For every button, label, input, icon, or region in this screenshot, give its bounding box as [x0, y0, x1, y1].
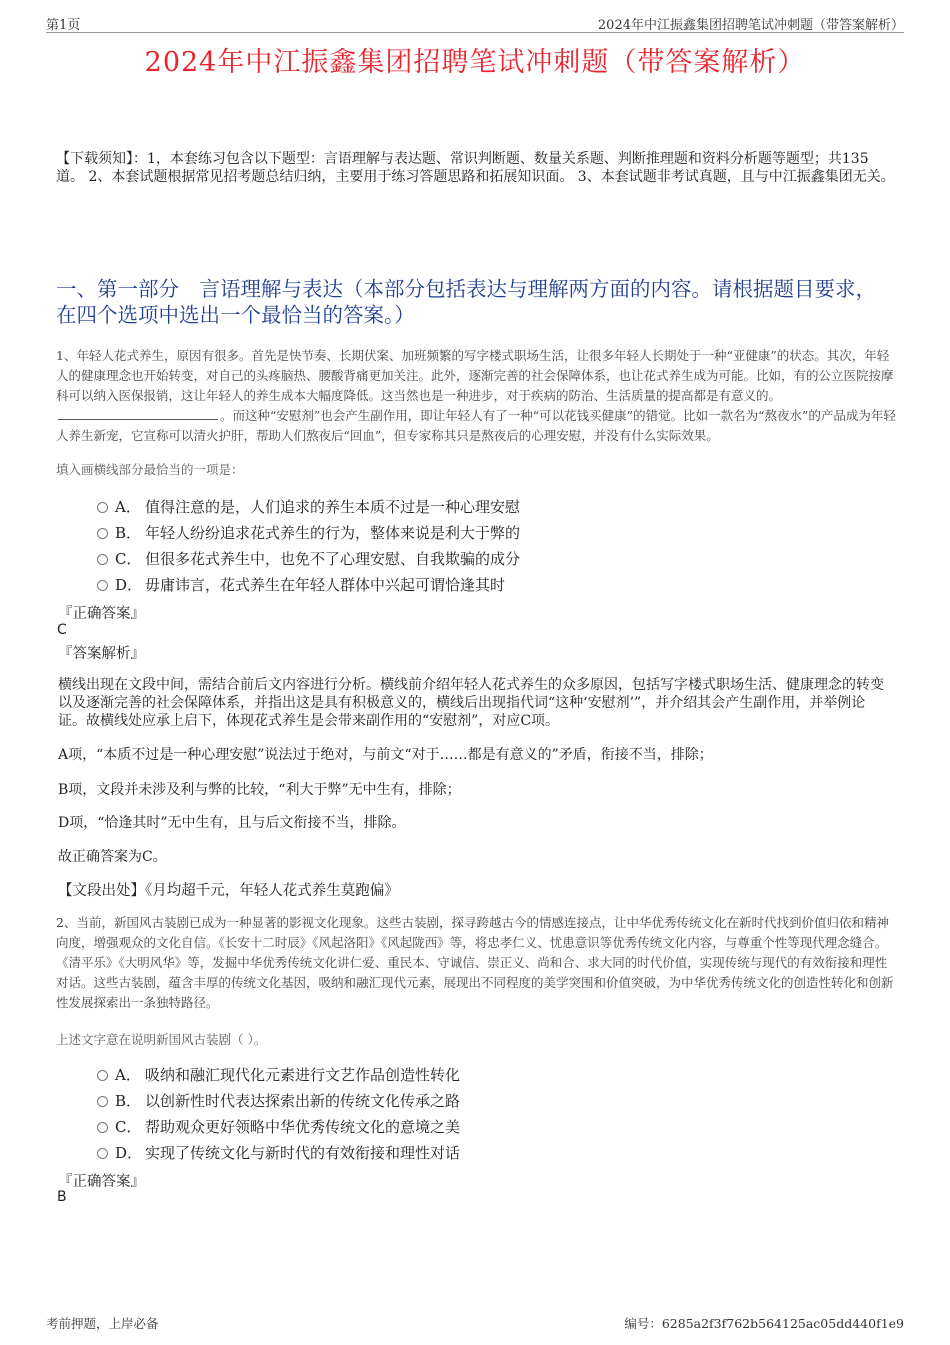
- fill-blank: [58, 406, 218, 420]
- analysis-option-d: D项，“恰逢其时”无中生有，且与后文衔接不当，排除。: [58, 815, 406, 831]
- option-letter: C．: [115, 550, 142, 568]
- option-text: 帮助观众更好领略中华优秀传统文化的意境之美: [145, 1118, 461, 1136]
- footer-doc-id: 编号：6285a2f3f762b564125ac05dd440f1e9: [624, 1316, 904, 1331]
- option-text: 但很多花式养生中，也免不了心理安慰、自我欺骗的成分: [145, 550, 521, 568]
- question-1-prompt: 填入画横线部分最恰当的一项是：: [56, 462, 244, 477]
- page-number: 第1页: [46, 18, 81, 33]
- option-a[interactable]: [95, 1062, 895, 1088]
- section-title: 一、第一部分 言语理解与表达（本部分包括表达与理解两方面的内容。请根据题目要求，在四个选项中选出一个最恰当的答案。）: [56, 277, 876, 327]
- correct-answer: B: [57, 1189, 67, 1205]
- option-letter: C．: [115, 1118, 142, 1136]
- radio-icon[interactable]: [97, 580, 108, 591]
- download-notice: 【下载须知】：1，本套练习包含以下题型：言语理解与表达题、常识判断题、数量关系题、判断推理题和资料分析题等题型；共135道。 2、本套试题根据常见招考题总结归纳，主要用于练习答题思路和拓展知识面。 3、本套试题非考试真题，且与中江振鑫集团无关。: [56, 151, 895, 185]
- analysis-option-b: B项，文段并未涉及利与弊的比较，“利大于弊”无中生有，排除；: [58, 782, 461, 798]
- question-2-prompt: 上述文字意在说明新国风古装剧（ ）。: [56, 1032, 267, 1047]
- option-a[interactable]: [95, 494, 895, 520]
- option-text: 实现了传统文化与新时代的有效衔接和理性对话: [145, 1144, 461, 1162]
- analysis-label: 『答案解析』: [58, 646, 145, 662]
- option-b[interactable]: [95, 520, 895, 546]
- correct-answer-label: 『正确答案』: [58, 606, 145, 622]
- question-1-text-before: 1、年轻人花式养生，原因有很多。首先是快节奏、长期伏案、加班频繁的写字楼式职场生活，让很多年轻人长期处于一种“亚健康”的状态。其次，年轻人的健康理念也开始转变，对自己的头疼脑热、腰酸背痛更加关注。此外，逐渐完善的社会保障体系，也让花式养生成为可能。比如，有的公立医院按摩科可以纳入医保报销，这让年轻人的养生成本大幅度降低。这当然也是一种进步，对于疾病的防治、生活质量的提高都是有意义的。: [56, 348, 894, 403]
- option-text: 毋庸讳言，花式养生在年轻人群体中兴起可谓恰逢其时: [145, 576, 506, 594]
- radio-icon[interactable]: [97, 502, 108, 513]
- option-letter: A．: [115, 498, 141, 516]
- header-doc-title: 2024年中江振鑫集团招聘笔试冲刺题（带答案解析）: [597, 18, 904, 33]
- question-2-text: 2、当前，新国风古装剧已成为一种显著的影视文化现象。这些古装剧，探寻跨越古今的情感连接点，让中华优秀传统文化在新时代找到价值归依和精神向度，增强观众的文化自信。《长安十二时辰》《风起洛阳》《风起陇西》等，将忠孝仁义、忧患意识等优秀传统文化内容，与尊重个性等现代理念缝合。《清平乐》《大明风华》等，发掘中华优秀传统文化讲仁爱、重民本、守诚信、崇正义、尚和合、求大同的时代价值，实现传统与现代的有效衔接和理性对话。这些古装剧，蕴含丰厚的传统文化基因，吸纳和融汇现代元素，展现出不同程度的美学突围和价值突破，为中华优秀传统文化的创造性转化和创新性发展探索出一条独特路径。: [56, 915, 894, 1010]
- analysis-paragraph: 横线出现在文段中间，需结合前后文内容进行分析。横线前介绍年轻人花式养生的众多原因，包括写字楼式职场生活、健康理念的转变以及逐渐完善的社会保障体系，并指出这是具有积极意义的，横线后出现指代词“这种‘安慰剂’”，并介绍其会产生副作用，并举例论证。故横线处应承上启下，体现花式养生是会带来副作用的“安慰剂”，对应C项。: [58, 677, 884, 729]
- option-letter: D．: [115, 576, 143, 594]
- option-letter: B．: [115, 524, 142, 542]
- question-1-text-after: 。而这种“安慰剂”也会产生副作用，即让年轻人有了一种“可以花钱买健康”的错觉。比如一款名为“熬夜水”的产品成为年轻人养生新宠，它宣称可以清火护肝，帮助人们熬夜后“回血”，但专家称其只是熬夜后的心理安慰，并没有什么实际效果。: [56, 408, 896, 443]
- analysis-option-a: A项，“本质不过是一种心理安慰”说法过于绝对，与前文“对于……都是有意义的”矛盾，衔接不当，排除；: [58, 747, 713, 763]
- analysis-conclusion: 故正确答案为C。: [58, 849, 167, 865]
- footer-slogan: 考前押题，上岸必备: [46, 1316, 159, 1331]
- radio-icon[interactable]: [97, 1122, 108, 1133]
- question-1-options: [95, 494, 895, 598]
- question-1-text: [56, 346, 896, 446]
- option-letter: B．: [115, 1092, 142, 1110]
- option-c[interactable]: [95, 546, 895, 572]
- option-text: 以创新性时代表达探索出新的传统文化传承之路: [145, 1092, 461, 1110]
- option-c[interactable]: [95, 1114, 895, 1140]
- radio-icon[interactable]: [97, 528, 108, 539]
- option-d[interactable]: [95, 1140, 895, 1166]
- radio-icon[interactable]: [97, 1070, 108, 1081]
- question-2-options: [95, 1062, 895, 1166]
- page-header: [46, 12, 904, 33]
- option-d[interactable]: [95, 572, 895, 598]
- radio-icon[interactable]: [97, 1148, 108, 1159]
- radio-icon[interactable]: [97, 554, 108, 565]
- document-title: 2024年中江振鑫集团招聘笔试冲刺题（带答案解析）: [144, 47, 806, 78]
- option-text: 年轻人纷纷追求花式养生的行为，整体来说是利大于弊的: [145, 524, 521, 542]
- correct-answer: C: [57, 622, 67, 638]
- passage-source: 【文段出处】《月均超千元，年轻人花式养生莫跑偏》: [58, 883, 399, 899]
- option-text: 吸纳和融汇现代化元素进行文艺作品创造性转化: [145, 1066, 461, 1084]
- option-letter: D．: [115, 1144, 143, 1162]
- option-b[interactable]: [95, 1088, 895, 1114]
- correct-answer-label: 『正确答案』: [58, 1174, 145, 1190]
- option-text: 值得注意的是，人们追求的养生本质不过是一种心理安慰: [145, 498, 521, 516]
- radio-icon[interactable]: [97, 1096, 108, 1107]
- option-letter: A．: [115, 1066, 141, 1084]
